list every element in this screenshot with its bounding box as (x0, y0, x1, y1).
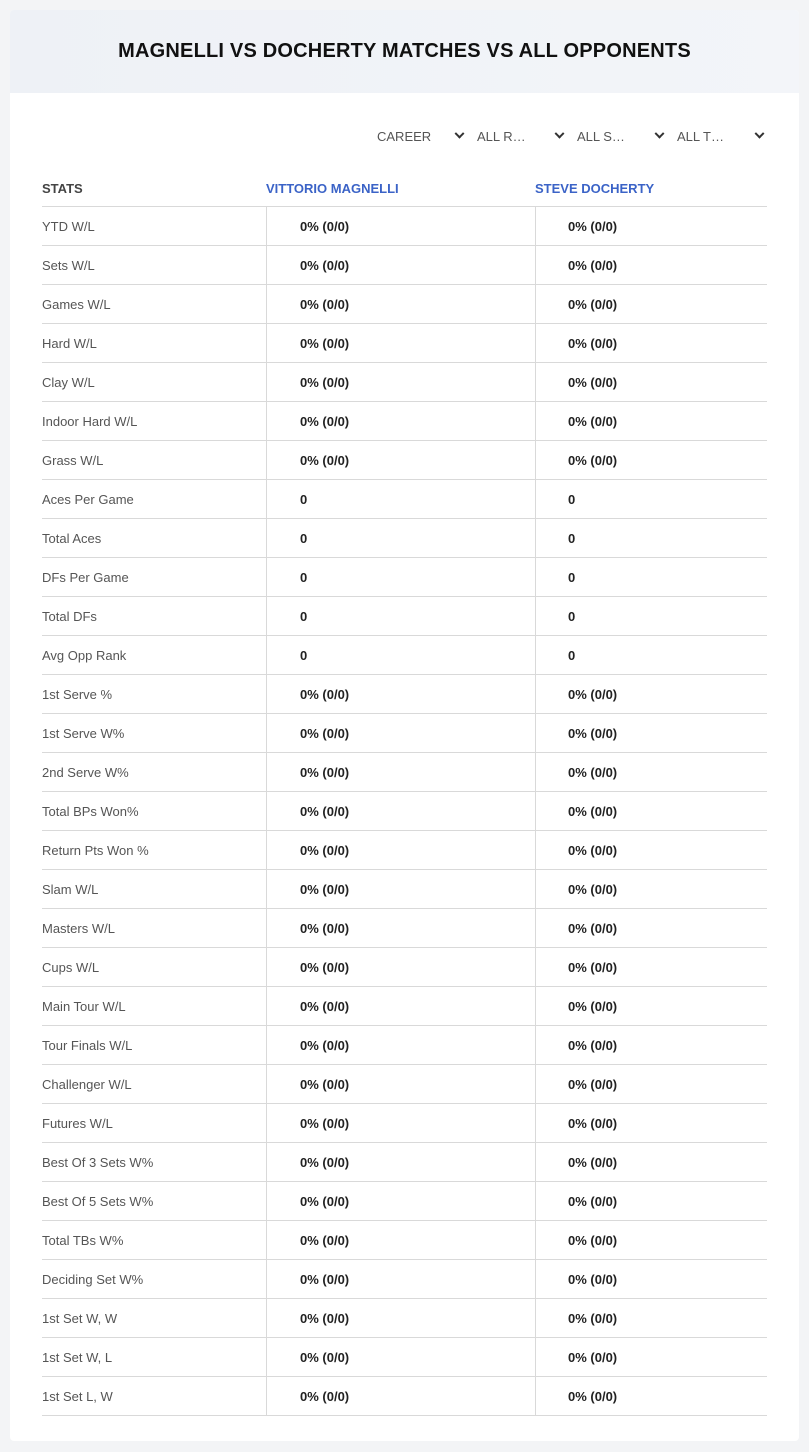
player1-stat-value: 0% (0/0) (266, 1260, 535, 1298)
stats-column-header: STATS (42, 180, 83, 196)
player1-stat-value: 0% (0/0) (266, 675, 535, 713)
player2-stat-value: 0% (0/0) (535, 870, 767, 908)
player1-stat-value: 0 (266, 636, 535, 674)
player2-stat-value: 0 (535, 558, 767, 596)
table-row (42, 285, 767, 324)
player2-stat-value: 0% (0/0) (535, 831, 767, 869)
table-row (42, 597, 767, 636)
filter-period-select[interactable] (367, 126, 467, 146)
filter-surface-select[interactable] (567, 126, 667, 146)
player1-stat-value: 0% (0/0) (266, 1182, 535, 1220)
table-row (42, 1377, 767, 1416)
player1-stat-value: 0% (0/0) (266, 441, 535, 479)
card-header (10, 10, 799, 93)
player1-stat-value: 0% (0/0) (266, 909, 535, 947)
stat-label: Challenger W/L (42, 1076, 132, 1092)
player1-stat-value: 0% (0/0) (266, 402, 535, 440)
table-row (42, 1338, 767, 1377)
table-row (42, 324, 767, 363)
player2-stat-value: 0% (0/0) (535, 441, 767, 479)
player2-stat-value: 0 (535, 519, 767, 557)
stat-label: 1st Set L, W (42, 1388, 113, 1404)
table-row (42, 909, 767, 948)
player2-stat-value: 0% (0/0) (535, 207, 767, 245)
player1-stat-value: 0% (0/0) (266, 1221, 535, 1259)
filter-bar (367, 126, 767, 146)
player1-stat-value: 0% (0/0) (266, 324, 535, 362)
player2-link[interactable]: STEVE DOCHERTY (535, 180, 655, 196)
player2-stat-value: 0% (0/0) (535, 753, 767, 791)
player2-stat-value: 0% (0/0) (535, 1299, 767, 1337)
chevron-down-icon (655, 128, 665, 138)
player2-stat-value: 0 (535, 480, 767, 518)
table-row (42, 1260, 767, 1299)
stat-label: Grass W/L (42, 452, 104, 468)
player2-stat-value: 0% (0/0) (535, 324, 767, 362)
player2-stat-value: 0% (0/0) (535, 1260, 767, 1298)
table-row (42, 246, 767, 285)
table-row (42, 1182, 767, 1221)
player1-stat-value: 0% (0/0) (266, 363, 535, 401)
table-row (42, 519, 767, 558)
player1-stat-value: 0 (266, 597, 535, 635)
table-row (42, 1221, 767, 1260)
player1-stat-value: 0% (0/0) (266, 1065, 535, 1103)
stat-label: Tour Finals W/L (42, 1037, 133, 1053)
stat-label: 1st Set W, L (42, 1349, 113, 1365)
stat-label: Total DFs (42, 608, 97, 624)
stat-label: 1st Set W, W (42, 1310, 118, 1326)
stat-label: Clay W/L (42, 374, 95, 390)
player2-stat-value: 0% (0/0) (535, 1065, 767, 1103)
table-row (42, 636, 767, 675)
player2-stat-value: 0% (0/0) (535, 909, 767, 947)
player2-stat-value: 0% (0/0) (535, 285, 767, 323)
stat-label: Hard W/L (42, 335, 97, 351)
stats-card (10, 10, 799, 1441)
stat-label: Best Of 5 Sets W% (42, 1193, 154, 1209)
stat-label: Return Pts Won % (42, 842, 149, 858)
table-row (42, 987, 767, 1026)
stat-label: Total BPs Won% (42, 803, 139, 819)
player1-stat-value: 0% (0/0) (266, 714, 535, 752)
table-row (42, 480, 767, 519)
filter-tournament-select[interactable] (667, 126, 767, 146)
stat-label: 1st Serve % (42, 686, 113, 702)
player2-stat-value: 0% (0/0) (535, 948, 767, 986)
player2-stat-value: 0 (535, 636, 767, 674)
player1-stat-value: 0% (0/0) (266, 1338, 535, 1376)
filter-label: ALL T… (677, 128, 724, 144)
player2-stat-value: 0% (0/0) (535, 1104, 767, 1142)
filter-label: ALL R… (477, 128, 526, 144)
player2-stat-value: 0% (0/0) (535, 402, 767, 440)
table-row (42, 1026, 767, 1065)
stat-label: Total TBs W% (42, 1232, 124, 1248)
stat-label: Futures W/L (42, 1115, 113, 1131)
stat-label: 1st Serve W% (42, 725, 125, 741)
player2-stat-value: 0% (0/0) (535, 675, 767, 713)
table-row (42, 1104, 767, 1143)
stat-label: YTD W/L (42, 218, 95, 234)
filter-label: CAREER (377, 128, 432, 144)
table-row (42, 792, 767, 831)
player1-stat-value: 0% (0/0) (266, 1026, 535, 1064)
player1-stat-value: 0 (266, 519, 535, 557)
player1-link[interactable]: VITTORIO MAGNELLI (266, 180, 399, 196)
player2-stat-value: 0% (0/0) (535, 792, 767, 830)
table-row (42, 675, 767, 714)
player1-stat-value: 0% (0/0) (266, 753, 535, 791)
stat-label: Aces Per Game (42, 491, 134, 507)
stat-label: Games W/L (42, 296, 111, 312)
table-row (42, 363, 767, 402)
player1-stat-value: 0% (0/0) (266, 792, 535, 830)
page-title: MAGNELLI VS DOCHERTY MATCHES VS ALL OPPONENTS (118, 40, 691, 62)
table-row (42, 831, 767, 870)
player1-stat-value: 0% (0/0) (266, 1377, 535, 1415)
filter-label: ALL S… (577, 128, 625, 144)
table-row (42, 1299, 767, 1338)
table-body (42, 207, 767, 1416)
player2-stat-value: 0% (0/0) (535, 1377, 767, 1415)
table-row (42, 948, 767, 987)
table-row (42, 870, 767, 909)
filter-round-select[interactable] (467, 126, 567, 146)
player2-stat-value: 0 (535, 597, 767, 635)
stat-label: Total Aces (42, 530, 102, 546)
stat-label: Main Tour W/L (42, 998, 126, 1014)
player2-stat-value: 0% (0/0) (535, 987, 767, 1025)
table-row (42, 714, 767, 753)
player1-stat-value: 0% (0/0) (266, 870, 535, 908)
stat-label: Deciding Set W% (42, 1271, 144, 1287)
player2-stat-value: 0% (0/0) (535, 1338, 767, 1376)
chevron-down-icon (555, 128, 565, 138)
player1-stat-value: 0% (0/0) (266, 285, 535, 323)
stat-label: Masters W/L (42, 920, 115, 936)
table-row (42, 207, 767, 246)
player2-stat-value: 0% (0/0) (535, 1221, 767, 1259)
player2-stat-value: 0% (0/0) (535, 1026, 767, 1064)
chevron-down-icon (455, 128, 465, 138)
player1-stat-value: 0% (0/0) (266, 948, 535, 986)
stat-label: Slam W/L (42, 881, 99, 897)
player2-stat-value: 0% (0/0) (535, 246, 767, 284)
player1-stat-value: 0% (0/0) (266, 1104, 535, 1142)
table-row (42, 402, 767, 441)
player2-stat-value: 0% (0/0) (535, 714, 767, 752)
stat-label: Best Of 3 Sets W% (42, 1154, 154, 1170)
player1-stat-value: 0% (0/0) (266, 831, 535, 869)
table-row (42, 753, 767, 792)
player1-stat-value: 0% (0/0) (266, 246, 535, 284)
table-row (42, 1065, 767, 1104)
player1-stat-value: 0 (266, 558, 535, 596)
stat-label: DFs Per Game (42, 569, 129, 585)
table-row (42, 1143, 767, 1182)
player1-stat-value: 0% (0/0) (266, 1299, 535, 1337)
player1-stat-value: 0% (0/0) (266, 207, 535, 245)
chevron-down-icon (755, 128, 765, 138)
stat-label: Avg Opp Rank (42, 647, 127, 663)
player2-stat-value: 0% (0/0) (535, 1143, 767, 1181)
stat-label: Indoor Hard W/L (42, 413, 138, 429)
player1-stat-value: 0 (266, 480, 535, 518)
player1-stat-value: 0% (0/0) (266, 987, 535, 1025)
table-row (42, 441, 767, 480)
stat-label: Sets W/L (42, 257, 95, 273)
stats-table (42, 170, 767, 1416)
stat-label: Cups W/L (42, 959, 100, 975)
table-row (42, 558, 767, 597)
player2-stat-value: 0% (0/0) (535, 363, 767, 401)
stat-label: 2nd Serve W% (42, 764, 129, 780)
player2-stat-value: 0% (0/0) (535, 1182, 767, 1220)
player1-stat-value: 0% (0/0) (266, 1143, 535, 1181)
table-header (42, 170, 767, 207)
